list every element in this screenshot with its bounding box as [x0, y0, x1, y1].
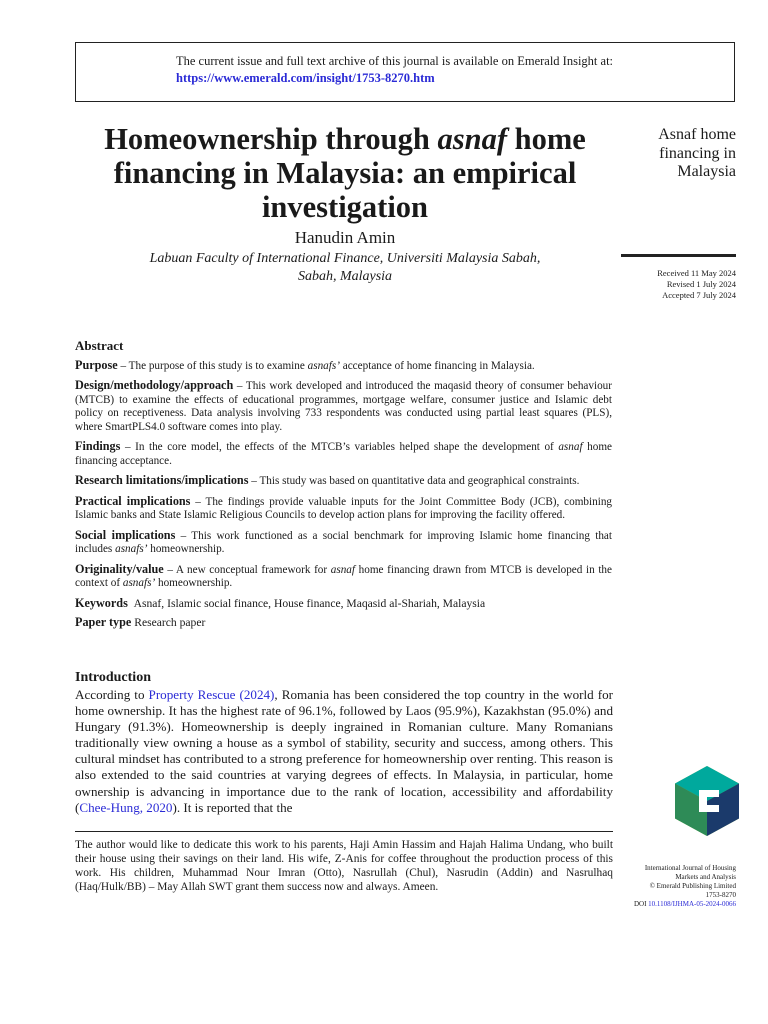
citation-chee-hung-link[interactable]: Chee-Hung, 2020: [79, 799, 173, 815]
article-dates: [600, 268, 736, 301]
research-label: Research limitations/implications: [75, 473, 249, 487]
acknowledgement-footnote: The author would like to dedicate this work to his parents, Haji Amin Hassim and Hajah Halima Undang, who built their house using their savings on their land. His wife, Z-Anis for coffee throughout the production process of this work. His children, Muhammad Nour Imran (Otto), Nasrullah (Chul), Nasrudin (Addin) and Nasrulhaq (Haq/Hulk/BB) – May Allah SWT grant them success now and always. Ameen.: [75, 839, 613, 894]
social-text: – This work functioned as a social benchmark for improving Islamic home financing that includes: [75, 529, 612, 555]
author-affiliation: [100, 250, 590, 286]
title-part-2: home financing in Malaysia: an empirical investigation: [113, 122, 586, 224]
running-head-line-1: Asnaf home: [658, 126, 736, 143]
abstract-social: [75, 529, 612, 557]
title-italic: asnaf: [437, 122, 507, 156]
social-text-end: homeownership.: [147, 543, 225, 555]
intro-text-start: According to: [75, 687, 149, 702]
abstract-purpose: [75, 359, 612, 374]
issn: 1753-8270: [705, 891, 736, 900]
abstract-design: [75, 379, 612, 434]
purpose-text: – The purpose of this study is to examine: [117, 359, 308, 372]
journal-name-line-1: International Journal of Housing: [644, 864, 736, 872]
abstract-heading: Abstract: [75, 338, 124, 353]
doi-line: [612, 900, 736, 909]
margin-divider: [621, 254, 736, 257]
publisher: © Emerald Publishing Limited: [649, 882, 736, 891]
purpose-text-end: acceptance of home financing in Malaysia.: [339, 359, 535, 372]
doi-link[interactable]: 10.1108/IJHMA-05-2024-0066: [648, 900, 736, 909]
abstract-research-limitations: [75, 474, 612, 489]
footnote-divider: [75, 831, 613, 832]
journal-info: [612, 864, 736, 909]
title-part-1: Homeownership through: [104, 122, 438, 156]
journal-name-line-2: Markets and Analysis: [675, 873, 736, 882]
received-date: Received 11 May 2024: [657, 268, 736, 278]
originality-italic-2: asnafs’: [122, 577, 156, 589]
keywords: [75, 597, 612, 611]
emerald-logo: [675, 766, 739, 836]
archive-notice-box: [75, 42, 735, 102]
citation-property-rescue-link[interactable]: Property Rescue (2024): [148, 687, 275, 702]
practical-label: Practical implications: [75, 493, 191, 508]
originality-text: – A new conceptual framework for: [163, 563, 331, 576]
abstract-section: [75, 339, 612, 636]
social-label: Social implications: [75, 527, 176, 542]
findings-label: Findings: [75, 439, 121, 453]
originality-text-2: home financing drawn from MTCB is developed in the context of: [75, 563, 612, 589]
social-italic: asnafs’: [115, 543, 148, 555]
findings-text: – In the core model, the effects of the MTCB’s variables helped shape the development of: [120, 441, 559, 453]
abstract-findings: [75, 440, 612, 468]
purpose-italic: asnafs’: [307, 359, 340, 372]
introduction-body: [75, 687, 613, 816]
archive-url-link[interactable]: https://www.emerald.com/insight/1753-8270.htm: [176, 71, 435, 85]
abstract-practical: [75, 495, 612, 523]
findings-text-end: home financing acceptance.: [75, 441, 612, 467]
abstract-originality: [75, 563, 612, 591]
findings-italic: asnaf: [558, 441, 583, 453]
research-text: – This study was based on quantitative data and geographical constraints.: [248, 475, 580, 487]
originality-italic: asnaf: [330, 563, 356, 576]
archive-notice-text: The current issue and full text archive of this journal is available on Emerald Insight at:: [176, 54, 614, 68]
article-title: [90, 122, 600, 224]
introduction-heading: Introduction: [75, 670, 151, 685]
purpose-label: Purpose: [75, 357, 118, 372]
affiliation-line-1: Labuan Faculty of International Finance, Universiti Malaysia Sabah,: [149, 251, 541, 266]
paper-type-text: Research paper: [134, 616, 206, 629]
keywords-text: Asnaf, Islamic social finance, House finance, Maqasid al-Shariah, Malaysia: [133, 596, 486, 610]
running-head: [620, 126, 736, 182]
design-label: Design/methodology/approach: [75, 378, 234, 392]
author-name: Hanudin Amin: [294, 228, 396, 247]
revised-date: Revised 1 July 2024: [666, 279, 736, 289]
running-head-line-3: Malaysia: [677, 163, 736, 180]
originality-text-end: homeownership.: [155, 577, 233, 589]
accepted-date: Accepted 7 July 2024: [662, 290, 736, 300]
design-text: – This work developed and introduced the maqasid theory of consumer behaviour (MTCB) to examine the effects of educational programmes, mortgage welfare, consumer justice and Islamic debt policy on receptiveness. Data analysis involving 733 respondents was conducted using partial least squares (PLS), where SmartPLS4.0 software comes into play.: [75, 380, 612, 433]
intro-text-end: ). It is reported that the: [172, 799, 293, 815]
practical-text: – The findings provide valuable inputs for the Joint Committee Body (JCB), combining Islamic banks and State Islamic Religious Councils to develop action plans for improving the facility offered.: [75, 495, 613, 521]
affiliation-line-2: Sabah, Malaysia: [297, 269, 393, 284]
paper-type-label: Paper type: [75, 615, 132, 629]
running-head-line-2: financing in: [659, 144, 736, 162]
originality-label: Originality/value: [75, 561, 164, 576]
keywords-label: Keywords: [75, 595, 128, 610]
paper-type: [75, 616, 612, 630]
doi-label: DOI: [633, 900, 649, 909]
intro-text-middle: , Romania has been considered the top country in the world for home ownership. It has the highest rate of 96.1%, followed by Laos (95.9%), Kazakhstan (95.0%) and Hungary (91.3%). Homeownership is deeply ingrained in Romanian culture. Many Romanians traditionally view owning a house as a symbol of stability, security and success, among others. This cultural mindset has contributed to a strong preference for homeownership over renting. This reason is also extended to the said countries at varying degrees of effects. In Malaysia, in particular, home ownership is advancing in importance due to the rank of location, accessibility and affordability (: [75, 687, 613, 815]
